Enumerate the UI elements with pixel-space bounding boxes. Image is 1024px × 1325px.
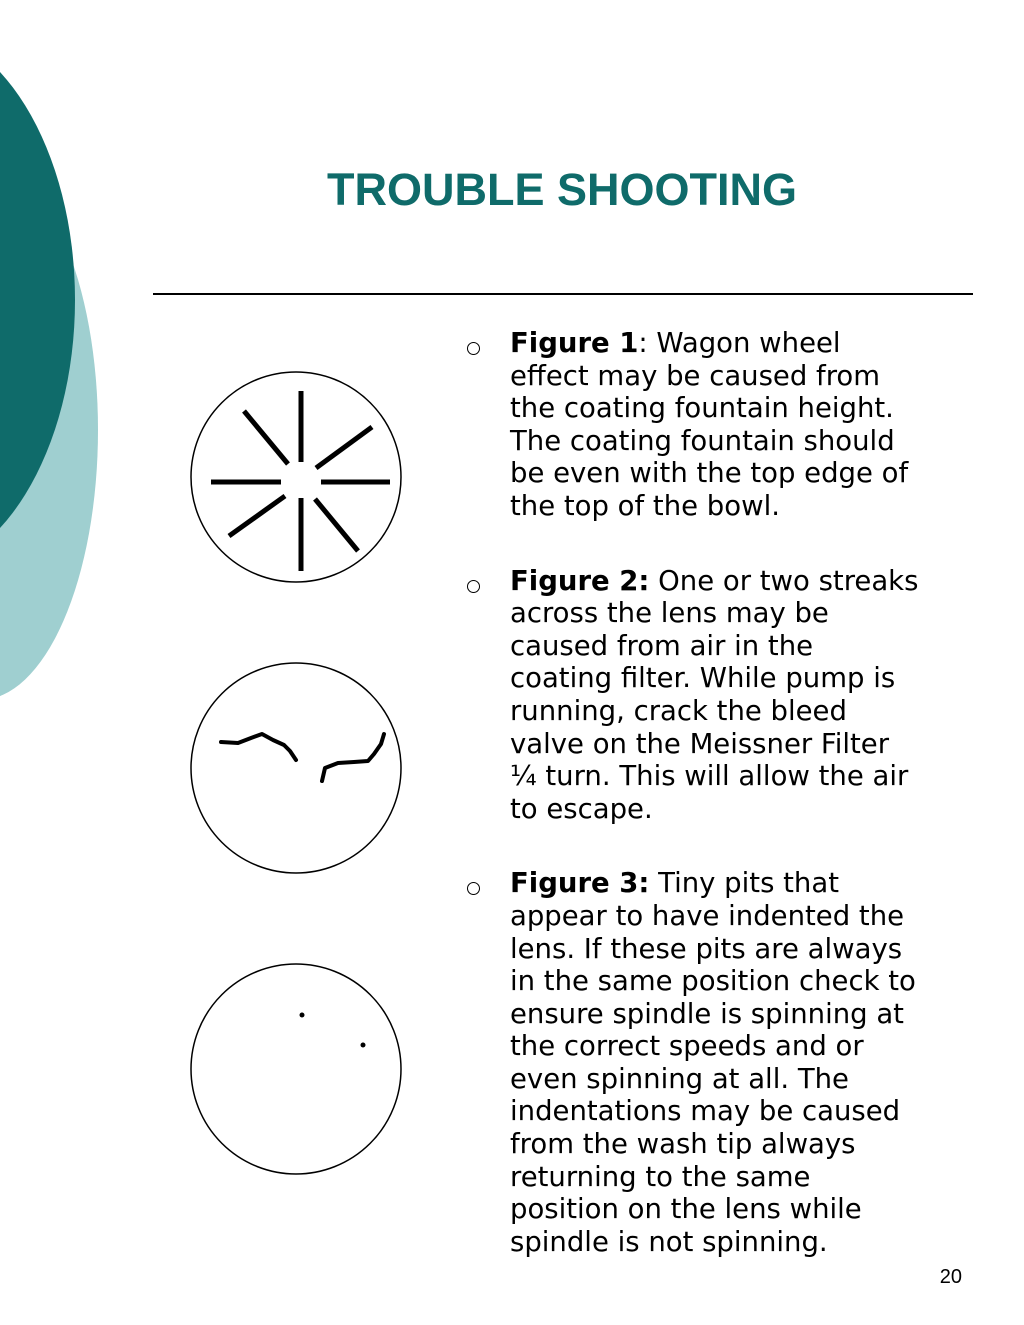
bullet-label: Figure 2: [510, 564, 650, 597]
bullet-label: Figure 3: [510, 867, 650, 900]
slide-title: TROUBLE SHOOTING [327, 164, 797, 215]
page-number: 20 [939, 1266, 962, 1288]
decorative-side-shapes [0, 0, 120, 1325]
bullet-figure-2 [463, 565, 983, 826]
bullet-figure-3 [463, 867, 983, 1258]
bullet-text [510, 565, 983, 826]
hollow-bullet-icon [467, 580, 480, 593]
title-divider [153, 293, 973, 295]
bullet-body: One or two streaks across the lens may be caused from air in the coating filter. While pump is running, crack the bleed valve on the Meissner Filter ¼ turn. This will allow the air to escape. [510, 564, 919, 825]
figure-2-streaks-icon [188, 660, 404, 876]
bullet-body: Tiny pits that appear to have indented the lens. If these pits are always in the same position check to ensure spindle is spinning at the correct speeds and or even spinning at all. The indentations may be caused from the wash tip always returning to the same position on the lens while spindle is not spinning. [510, 867, 916, 1258]
figure-1-wagon-wheel-icon [188, 369, 404, 585]
figure-3-pits-icon [188, 961, 404, 1177]
bullet-body: : Wagon wheel effect may be caused from the coating fountain height. The coating fountain should be even with the top edge of the top of the bowl. [510, 327, 909, 522]
hollow-bullet-icon [467, 882, 480, 895]
bullet-text [510, 867, 983, 1258]
bullet-label: Figure 1 [510, 327, 639, 359]
bullet-text [510, 327, 983, 523]
bullet-figure-1 [463, 327, 983, 523]
hollow-bullet-icon [467, 342, 480, 355]
bullet-list [463, 327, 983, 1300]
